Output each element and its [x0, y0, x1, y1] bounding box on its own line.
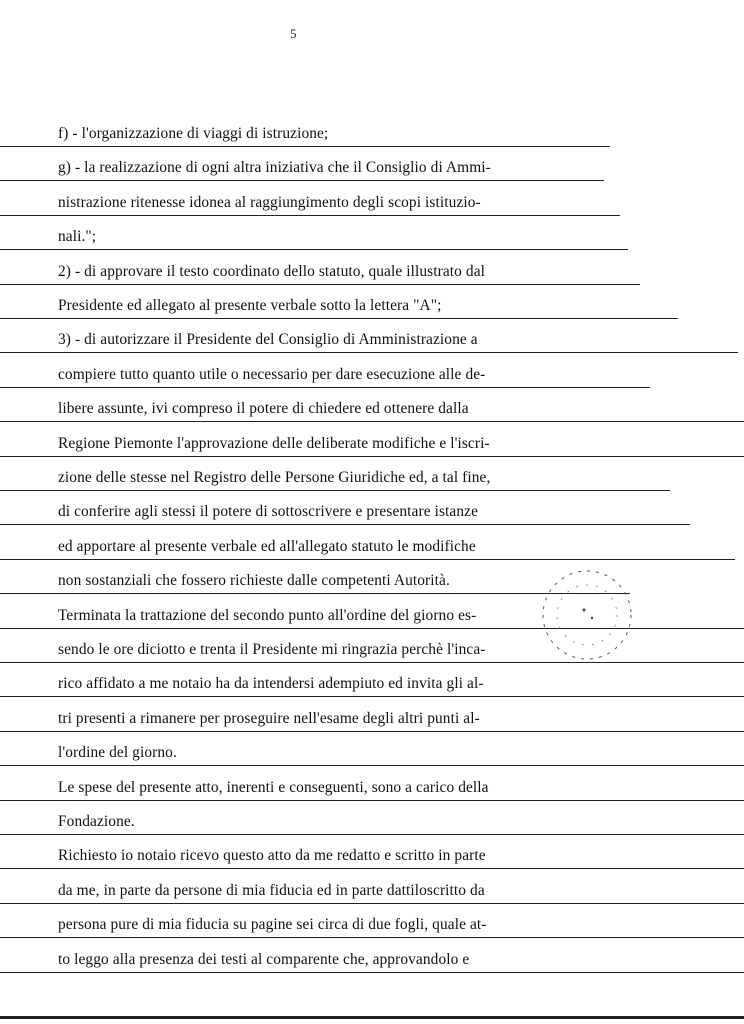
- text-line: [0, 902, 744, 938]
- line-text: di conferire agli stessi il potere di sottoscrivere e presentare istanze: [58, 503, 479, 521]
- text-line: [0, 111, 610, 147]
- text-line: [0, 145, 604, 181]
- line-text: tri presenti a rimanere per proseguire nell'esame degli altri punti al-: [58, 709, 480, 727]
- line-text: 2) - di approvare il testo coordinato dello statuto, quale illustrato dal: [58, 262, 486, 280]
- text-line: [0, 283, 678, 319]
- text-line: [0, 524, 735, 560]
- text-line: [0, 833, 744, 869]
- text-line: [0, 386, 744, 422]
- line-text: rico affidato a me notaio ha da intendersi adempiuto ed invita gli al-: [58, 675, 484, 693]
- line-text: compiere tutto quanto utile o necessario per dare esecuzione alle de-: [58, 365, 486, 383]
- text-line: [0, 765, 744, 801]
- line-text: da me, in parte da persone di mia fiducia ed in parte dattiloscritto da: [58, 881, 485, 899]
- line-text: Fondazione.: [58, 813, 135, 830]
- text-line: [0, 455, 670, 491]
- line-text: to leggo alla presenza dei testi al comparente che, approvandolo e: [58, 950, 470, 968]
- notary-stamp-seal: [532, 560, 642, 670]
- line-text: nali.";: [58, 228, 97, 246]
- text-line: [0, 317, 738, 353]
- text-line: [0, 352, 650, 388]
- line-text: f) - l'organizzazione di viaggi di istruzione;: [58, 125, 329, 142]
- line-text: l'ordine del giorno.: [58, 744, 177, 762]
- line-text: persona pure di mia fiducia su pagine sei circa di due fogli, quale at-: [58, 916, 487, 934]
- text-line: [0, 180, 620, 216]
- text-line: [0, 696, 744, 732]
- line-text: Le spese del presente atto, inerenti e conseguenti, sono a carico della: [58, 778, 489, 796]
- text-line: [0, 868, 744, 904]
- text-line: [0, 249, 640, 285]
- line-text: sendo le ore diciotto e trenta il Presidente mi ringrazia perchè l'inca-: [58, 641, 486, 658]
- text-line: [0, 937, 744, 973]
- line-text: libere assunte, ivi compreso il potere di chiedere ed ottenere dalla: [58, 400, 469, 418]
- line-text: non sostanziali che fossero richieste dalle competenti Autorità.: [58, 572, 450, 590]
- text-line: [0, 421, 744, 457]
- text-line: [0, 799, 744, 835]
- line-text: Regione Piemonte l'approvazione delle deliberate modifiche e l'iscri-: [58, 434, 490, 452]
- line-text: 3) - di autorizzare il Presidente del Consiglio di Amministrazione a: [58, 331, 478, 349]
- text-line: [0, 730, 744, 766]
- text-line: [0, 214, 628, 250]
- page-bottom-border: [0, 1016, 744, 1019]
- text-line: [0, 489, 690, 525]
- line-text: Presidente ed allegato al presente verbale sotto la lettera "A";: [58, 297, 442, 314]
- line-text: nistrazione ritenesse idonea al raggiungimento degli scopi istituzio-: [58, 193, 481, 211]
- line-text: ed apportare al presente verbale ed all'allegato statuto le modifiche: [58, 537, 476, 555]
- line-text: Richiesto io notaio ricevo questo atto da me redatto e scritto in parte: [58, 847, 486, 865]
- line-text: Terminata la trattazione del secondo punto all'ordine del giorno es-: [58, 606, 477, 624]
- page-number: 5: [290, 26, 297, 41]
- line-text: zione delle stesse nel Registro delle Persone Giuridiche ed, a tal fine,: [58, 469, 491, 486]
- line-text: g) - la realizzazione di ogni altra iniziativa che il Consiglio di Ammi-: [58, 159, 491, 177]
